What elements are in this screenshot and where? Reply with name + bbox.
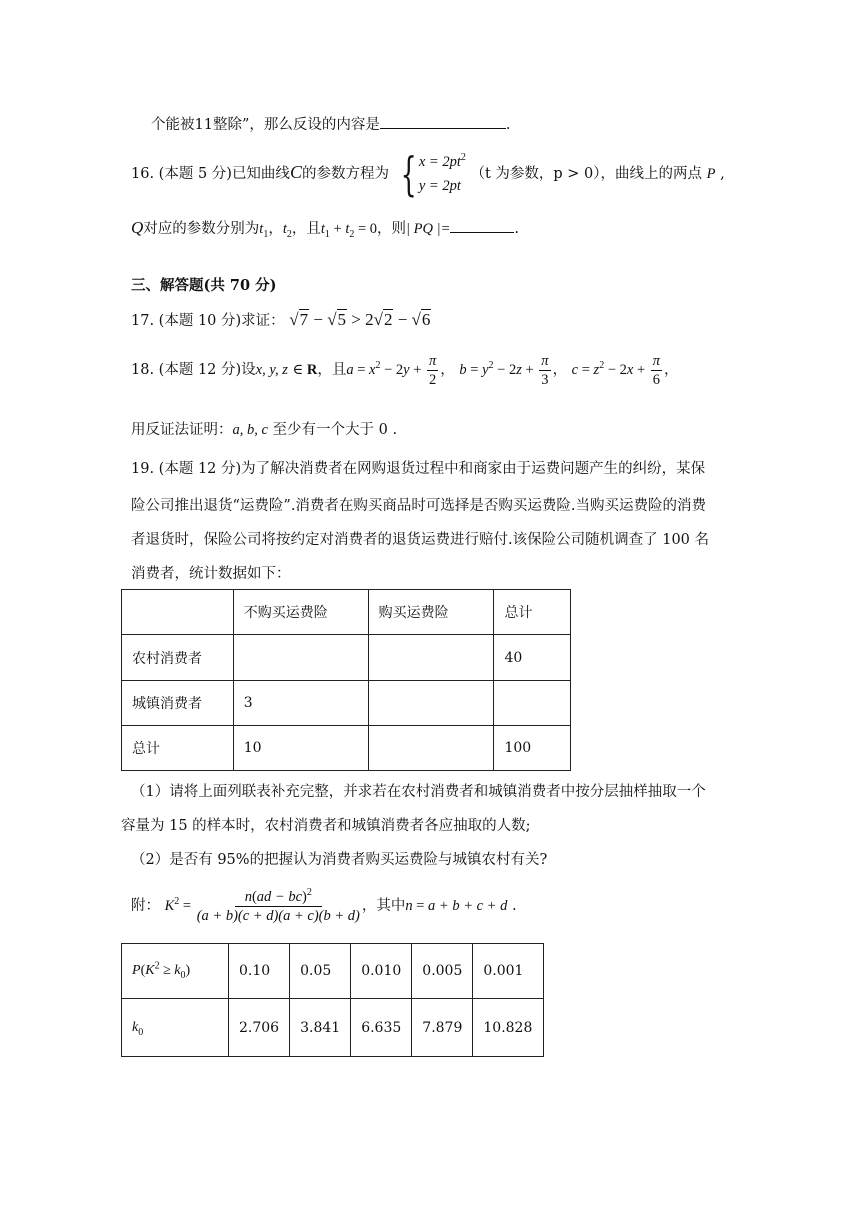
sub-question-2: （2）是否有 95%的把握认为消费者购买运费险与城镇农村有关?: [131, 852, 548, 868]
contingency-table: [121, 589, 571, 771]
answer-blank[interactable]: [380, 114, 506, 129]
table-row: 农村消费者 40: [122, 635, 571, 681]
table-row: $P(K^2 \ge k_0)$ 0.10 0.05 0.010 0.005 0.001: [122, 944, 544, 999]
question-18: 18. (本题 12 分)设x, y, z ∈ R，且$a = x^2 - 2y$ + $\frac{\pi}{2}$ ， $b = y^2 - 2z$ + $\frac{\pi}{3}$ ， $c = z^2 - 2x$ + $\frac{\pi}{6}$ ，: [131, 352, 679, 388]
question-17: 17. (本题 10 分)求证： √7 − √5 > 2√2 − √6: [131, 310, 431, 329]
q19-para-line: 消费者，统计数据如下：: [131, 566, 291, 582]
parametric-system: { $x = 2pt^2$ y = 2pt: [400, 147, 466, 201]
table-row: 城镇消费者 3: [122, 681, 571, 726]
section-title: 三、解答题(共 70 分): [131, 277, 277, 294]
question-19: 19. (本题 12 分)为了解决消费者在网购退货过程中和商家由于运费问题产生的纠纷，某保: [131, 461, 706, 477]
question-18-line2: 用反证法证明：a, b, c 至少有一个大于 0 .: [131, 422, 398, 438]
inequality: √7 − √5 > 2√2 − √6: [289, 310, 431, 329]
table-row: 不购买运费险 购买运费险 总计: [122, 590, 571, 635]
q15-tail: 个能被11整除”，那么反设的内容是 .: [151, 114, 510, 135]
appendix-formula: 附： $K^2$ = $\frac{n(ad - bc)^2}{(a + b)(c + d)(a + c)(b + d)}$ ，其中n = a + b + c + d .: [131, 886, 517, 924]
answer-blank[interactable]: [450, 218, 514, 233]
sub-question-1-cont: 容量为 15 的样本时，农村消费者和城镇消费者各应抽取的人数;: [121, 818, 531, 834]
question-16-line2: Q对应的参数分别为$t_1$，$t_2$，且$t_1 + t_2 = 0$，则| PQ |= .: [131, 218, 519, 240]
table-row: $k_0$ 2.706 3.841 6.635 7.879 10.828: [122, 999, 544, 1057]
question-16: 16. (本题 5 分)已知曲线C的参数方程为 { $x = 2pt^2$ y = 2pt （t 为参数，p > 0），曲线上的两点 P ,: [131, 147, 725, 201]
p-header: $P(K^2 \ge k_0)$: [122, 944, 229, 999]
q19-para-line: 者退货时，保险公司将按约定对消费者的退货运费进行赔付.该保险公司随机调查了 100 名: [131, 532, 709, 548]
eq-x: $x = 2pt^2$: [418, 152, 466, 170]
k0-header: $k_0$: [122, 999, 229, 1057]
q19-para-line: 险公司推出退货“运费险”.消费者在购买商品时可选择是否购买运费险.当购买运费险的消费: [131, 498, 707, 514]
eq-y: y = 2pt: [418, 178, 461, 194]
table-row: 总计 10 100: [122, 726, 571, 771]
critical-values-table: [121, 943, 544, 1057]
sub-question-1: （1）请将上面列联表补充完整，并求若在农村消费者和城镇消费者中按分层抽样抽取一个: [131, 784, 706, 800]
